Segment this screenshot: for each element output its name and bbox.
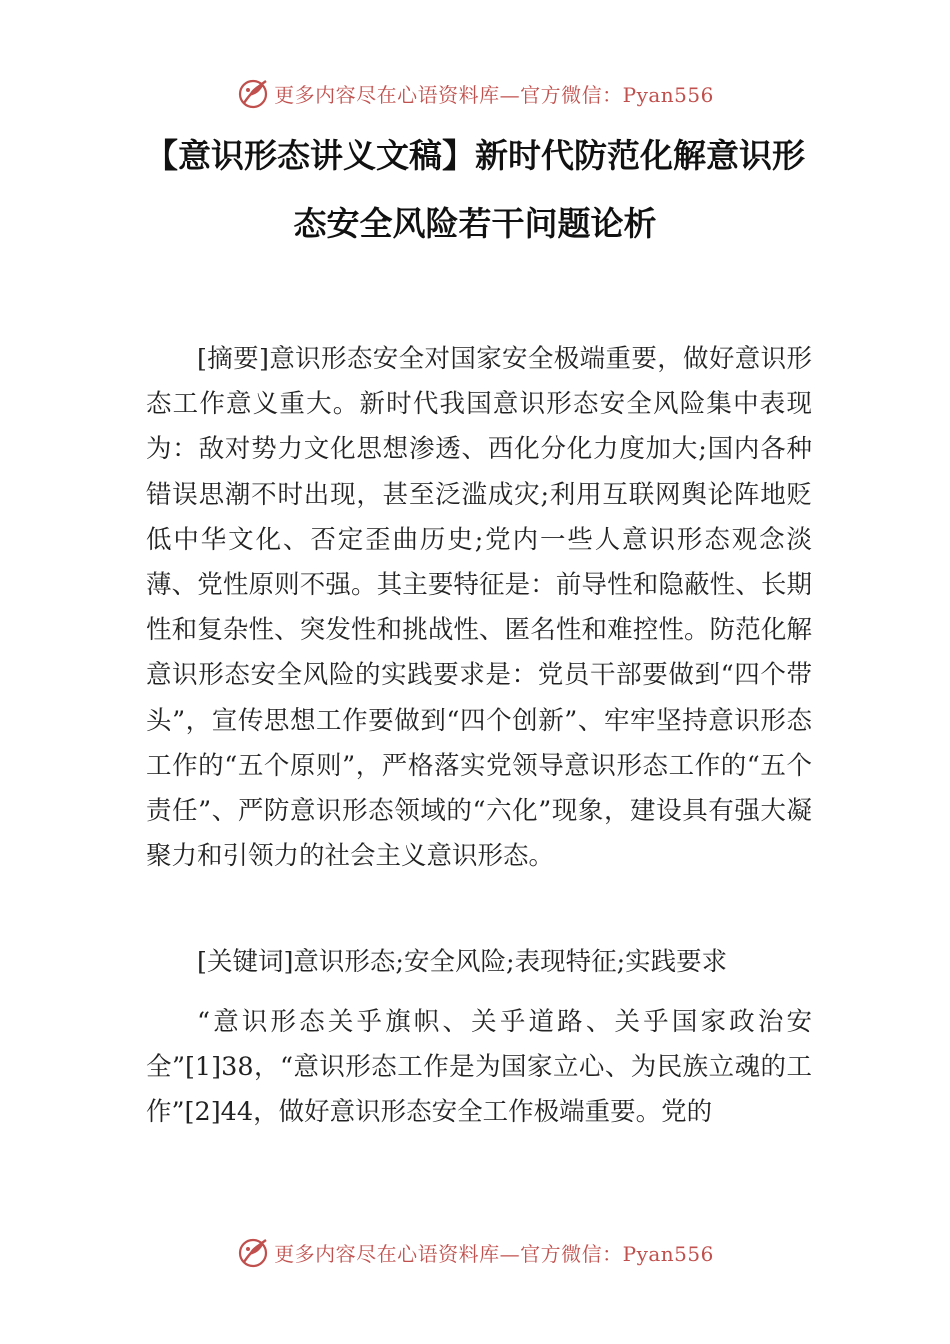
footer-banner [0,1232,950,1272]
abstract-paragraph [146,337,812,879]
abstract-text: [摘要]意识形态安全对国家安全极端重要，做好意识形态工作意义重大。新时代我国意识形态安全风险集中表现为：敌对势力文化思想渗透、西化分化力度加大;国内各种错误思潮不时出现，甚至泛滥成灾;利用互联网舆论阵地贬低中华文化、否定歪曲历史;党内一些人意识形态观念淡薄、党性原则不强。其主要特征是：前导性和隐蔽性、长期性和复杂性、突发性和挑战性、匿名性和难控性。防范化解意识形态安全风险的实践要求是：党员干部要做到“四个带头”，宣传思想工作要做到“四个创新”、牢牢坚持意识形态工作的“五个原则”，严格落实党领导意识形态工作的“五个责任”、严防意识形态领域的“六化”现象，建设具有强大凝聚力和引领力的社会主义意识形态。 [146,344,812,872]
intro-paragraph [146,1000,812,1136]
document-title-line-1: 【意识形态讲义文稿】新时代防范化解意识形 [145,136,805,175]
intro-text: “意识形态关乎旗帜、关乎道路、关乎国家政治安全”[1]38，“意识形态工作是为国家立心、为民族立魂的工作”[2]44，做好意识形态安全工作极端重要。党的 [146,1007,812,1128]
leaf-seal-logo-icon [236,76,270,110]
document-title-line-2: 态安全风险若干问题论析 [293,204,657,243]
header-banner [0,73,950,113]
keywords-text: [关键词]意识形态;安全风险;表现特征;实践要求 [197,947,728,977]
footer-banner-text: 更多内容尽在心语资料库—官方微信：Pyan556 [274,1241,714,1266]
keywords-paragraph [146,940,812,985]
header-banner-text: 更多内容尽在心语资料库—官方微信：Pyan556 [274,82,714,107]
leaf-seal-logo-icon [236,1235,270,1269]
